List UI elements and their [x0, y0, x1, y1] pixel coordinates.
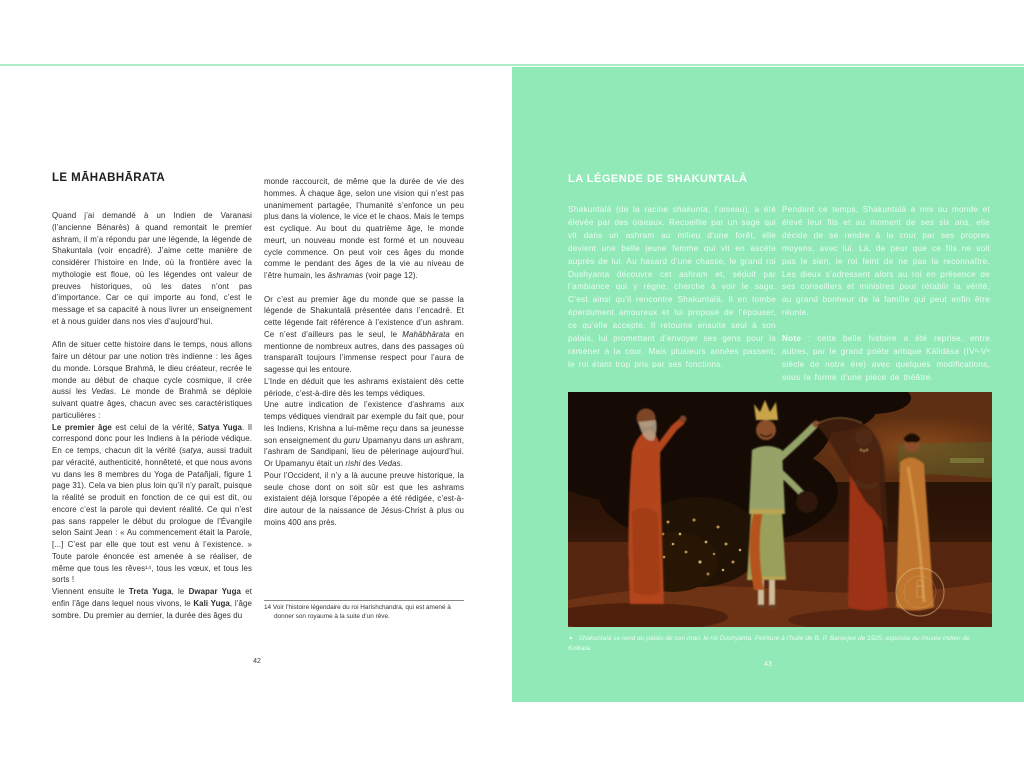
footnote-number: 14	[264, 604, 272, 611]
paragraph: L’Inde en déduit que les ashrams existaient dès cette période, c’est-à-dire dès les temps védiques.	[264, 376, 464, 398]
right-page	[512, 67, 1024, 702]
painting-caption	[568, 634, 980, 653]
left-page-column-1	[52, 210, 252, 621]
painting-illustration	[568, 392, 992, 627]
paragraph: Quand j’ai demandé à un Indien de Varanasi (l’ancienne Bénarès) à quand remontait le premier ashram, il m’a répondu par une légende, la légende de Shakuntala (voir encadré). J’aime cette manière de considérer l’histoire en Inde, où la frontière avec la mythologie est floue, où les légendes ont valeur de preuves historiques, où les dates n’ont pas d’importance. Car ce qui importe au fond, c’est le message et sa capacité à nous livrer un enseignement et à nous guider dans nos vies d’aujourd’hui.	[52, 211, 252, 326]
footnote-text: 14 Voir l’histoire légendaire du roi Harishchandra, qui est amené à donner son royaume à la suite d’un rêve.	[264, 604, 451, 620]
left-page-column-2	[264, 176, 464, 529]
footnote-rule	[264, 600, 464, 601]
right-page-column-2	[782, 204, 990, 385]
paragraph: Le premier âge est celui de la vérité, Satya Yuga. Il correspond donc pour les Indiens à la période védique. En ce temps, chacun dit la vérité (satya, aussi traduit par véracité, authenticité, honnêteté, et que nous avons vu dans les 8 membres du Yoga de Patañjali, figure 1 page 31). Cela va bien plus loin qu’il n’y paraît, puisque la réalité se produit en fonction de ce qui est dit, ou encore c’est la parole qui devient réalité. Ce qui n’est pas sans rappeler le début du prologue de l’Évangile selon Saint Jean : « Au commencement était la Parole, [...] C’est par elle que tout est venu à l’existence. » Toute parole énoncée est amenée à se réaliser, de même que tous les rêves¹⁴, tous les vœux, et tous les sorts !	[52, 422, 252, 585]
paragraph: Or c’est au premier âge du monde que se passe la légende de Shakuntalā présentée dans l’encadré. Et cette légende fait référence à l’existence d’un ashram. Ce n’est d’ailleurs pas le seul, le Mahābhārata en mentionne de nombreux autres, dans des passages où transparaît toujours l’immense respect pour l’aura de sagesse qui les entoure.	[264, 294, 464, 374]
page-number-right: 43	[764, 661, 772, 668]
paragraph: Pendant ce temps, Shakuntalā a mis au monde et élevé leur fils et au moment de ses six ans, elle décide de se rendre à la cour par ses propres moyens, avec lui. Là, de peur que ce fils ne soit pas le sien, le roi feint de ne pas la reconnaître. Les dieux s’adressent alors au roi en présence de ses conseillers et ministres pour rétablir la vérité, au grand bonheur de la famille qui peut enfin être réunie.	[782, 205, 990, 318]
footnote	[264, 600, 464, 622]
paragraph: Une autre indication de l’existence d’ashrams aux temps védiques viendrait par exemple du fait que, pour les Indiens, Krishna a lui-même reçu dans sa jeunesse son enseignement du guru Upamanyu dans un ashram, l’ashram de Sandipani, lieu de pèlerinage aujourd’hui. Or Upamanyu était un rishi des Vedas.	[264, 400, 464, 468]
right-page-column-1	[568, 204, 776, 372]
paragraph: Viennent ensuite le Treta Yuga, le Dwapar Yuga et enfin l’âge dans lequel nous vivons, le Kali Yuga, l’âge sombre. Du premier au dernier, la durée des âges du	[52, 587, 252, 620]
caption-text: Shakuntalā se rend au palais de son mari, le roi Dushyanta. Peinture à l’huile de B. P. Banerjee de 1925, exposée au musée indien de Kolkata.	[568, 635, 970, 652]
header-rule	[0, 64, 1024, 66]
painting-shakuntala	[568, 392, 992, 627]
left-page-title: LE MĀHABHĀRATA	[52, 172, 166, 184]
paragraph: Pour l’Occident, il n’y a là aucune preuve historique, la seule chose dont on soit sûr est que les ashrams existaient déjà lorsque l’épopée a été rédigée, c’est-à-dire autour de la naissance de Jésus-Christ à plus ou moins 400 ans près.	[264, 470, 464, 527]
paragraph: monde raccourcit, de même que la durée de vie des hommes. À chaque âge, selon une vision qui n’est pas unanimement partagée, l’humanité s’enfonce un peu plus dans la violence, le vice et le chaos. Mais le temps est cyclique. Au bout du quatrième âge, le monde meurt, un nouveau monde est formé et un nouveau cycle commence. On peut voir ces âges du monde comme le pendant des âges de la vie au niveau de l’être humain, les āshramas (voir page 12).	[264, 177, 464, 280]
right-page-title: LA LÉGENDE DE SHAKUNTALĀ	[568, 173, 748, 185]
caption-triangle-icon: ▲	[568, 635, 574, 641]
page-number-left: 42	[253, 658, 261, 665]
paragraph: Afin de situer cette histoire dans le temps, nous allons faire un détour par une notion très indienne : les âges du monde. Lorsque Brahmā, le dieu créateur, recrée le monde au début de chaque cycle cosmique, il crée aussi les Vedas. Le monde de Brahmā se déploie suivant quatre âges, chacun avec ses caractéristiques particulières :	[52, 340, 252, 420]
paragraph: Shakuntalā (de la racine shakunta, l’oiseau), a été élevée par des oiseaux. Recueillie par un sage qui vit dans un ashram au milieu d’une forêt, elle devient une belle jeune femme qui vit en ascète auprès de lui. Au hasard d’une chasse, le grand roi Dushyanta découvre cet ashram et, séduit par l’ambiance qui y règne, cherche à voir le sage. C’est ainsi qu’il rencontre Shakuntalā. Il en tombe éperdument amoureux et lui propose de l’épouser, ce qu’elle accepte. Il retourne ensuite seul à son palais, lui promettant d’envoyer ses gens pour la ramener à la cour. Mais plusieurs années passent, le roi étant trop pris par ses fonctions.	[568, 205, 777, 369]
paragraph: Note : cette belle histoire a été reprise, entre autres, par le grand poète antique Kālidāsa (IVᵉ-Vᵉ siècle de notre ère) avec quelques modifications, sous la forme d’une pièce de théâtre.	[782, 334, 990, 382]
